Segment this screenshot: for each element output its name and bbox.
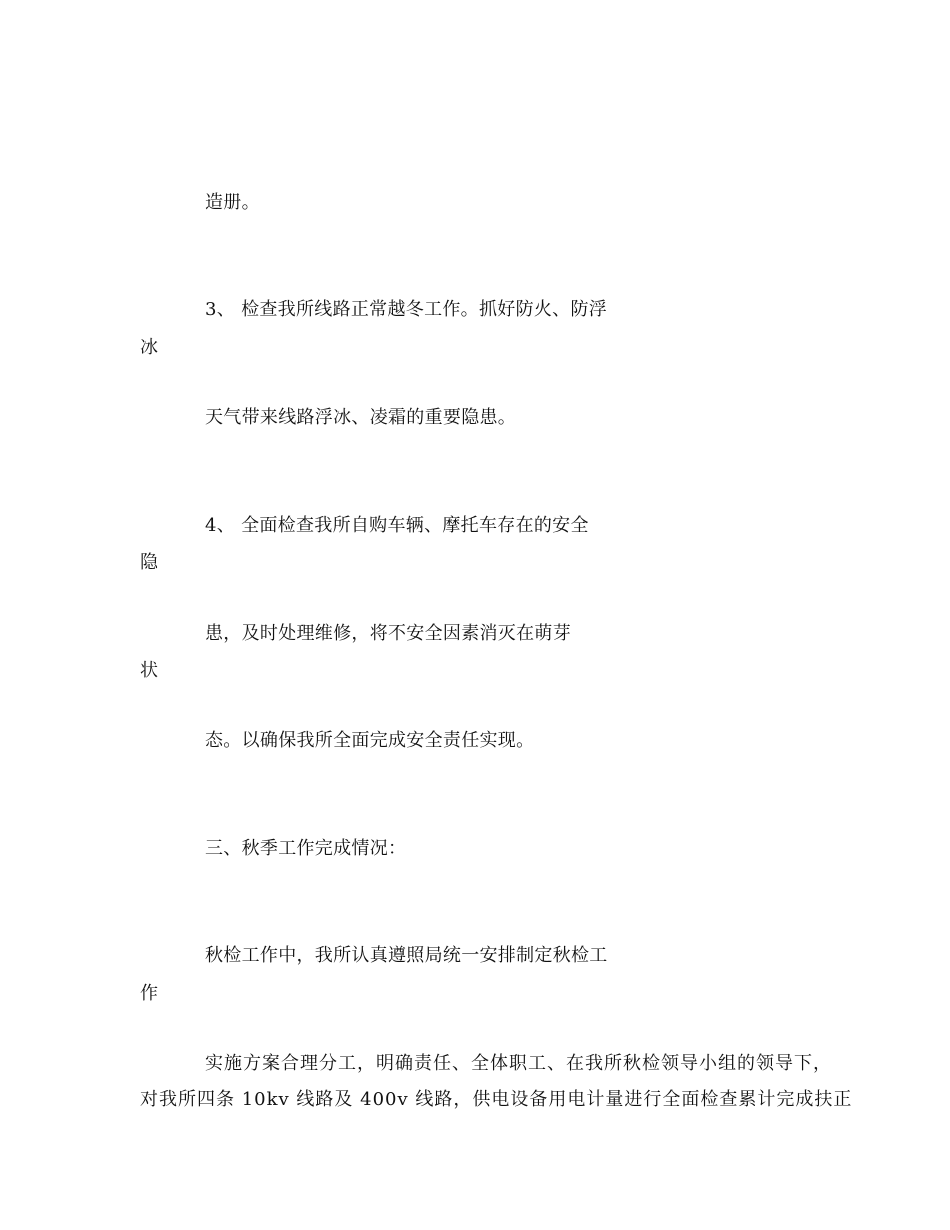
text-line: 造册。 bbox=[205, 192, 260, 213]
text-line: 患，及时处理维修，将不安全因素消灭在萌芽 bbox=[205, 623, 571, 644]
text-line: 状 bbox=[140, 660, 159, 681]
text-line: 秋检工作中，我所认真遵照局统一安排制定秋检工 bbox=[205, 945, 608, 966]
section-heading: 三、秋季工作完成情况： bbox=[205, 838, 407, 859]
text-line: 实施方案合理分工，明确责任、全体职工、在我所秋检领导小组的领导下， bbox=[205, 1053, 832, 1074]
text-line: 隐 bbox=[140, 552, 159, 573]
text-line: 作 bbox=[140, 983, 159, 1004]
text-line: 3、 检查我所线路正常越冬工作。抓好防火、防浮 bbox=[205, 299, 608, 320]
text-line: 态。以确保我所全面完成安全责任实现。 bbox=[205, 730, 535, 751]
text-line: 冰 bbox=[140, 337, 159, 358]
text-line: 4、 全面检查我所自购车辆、摩托车存在的安全 bbox=[205, 515, 589, 536]
text-line: 对我所四条 10kv 线路及 400v 线路，供电设备用电计量进行全面检查累计完成扶正 bbox=[140, 1089, 853, 1110]
text-line: 天气带来线路浮冰、凌霜的重要隐患。 bbox=[205, 407, 517, 428]
